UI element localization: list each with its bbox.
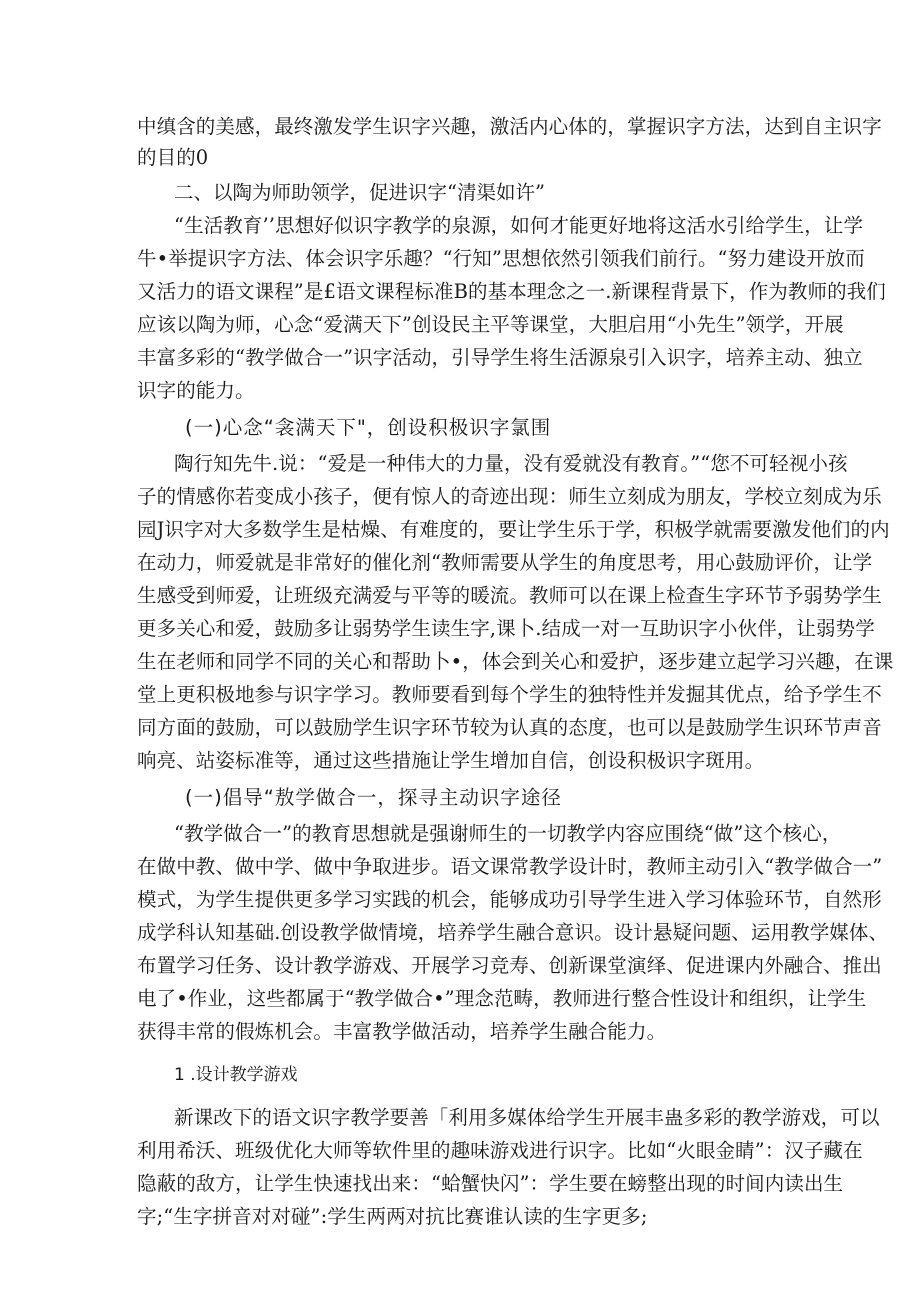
paragraph-line: 丰富多彩的“教学做合一”识字活动，引导学生将生活源泉引入识字，培养主动、独立: [137, 346, 863, 369]
section-heading: 二、以陶为师助领学，促进识字“清渠如许”: [174, 181, 545, 204]
paragraph-line: 字;“生字拼音对对碰”:学生两两对抗比赛谁认读的生字更多;: [137, 1205, 648, 1228]
paragraph-line: “教学做合一”的教育思想就是强谢师生的一切教学内容应围绕“做”这个核心，: [174, 822, 842, 845]
numbered-item-heading: 1 .设计教学游戏: [174, 1065, 298, 1085]
paragraph-line: 更多关心和爱，鼓励多让弱势学生读生字,课卜.结成一对一互助识字小伙伴，让弱势学: [137, 617, 875, 640]
paragraph-line: 园J识字对大多数学生是枯燥、有难度的，要让学生乐于学，积极学就需要激发他们的内: [137, 518, 890, 541]
paragraph-line: 利用希沃、班级优化大师等软件里的趣味游戏进行识字。比如“火眼金睛”：汉子藏在: [137, 1139, 863, 1162]
paragraph-line: 识字的能力。: [137, 379, 255, 402]
paragraph-line: 的目的0: [137, 146, 209, 169]
paragraph-line: 布置学习任务、设计教学游戏、开展学习竞寿、创新课堂演绎、促进课内外融合、推出: [137, 954, 882, 977]
paragraph-line: 响亮、站姿标准等，通过这些措施让学生增加自信，创设积极识字斑用。: [137, 749, 765, 772]
paragraph-line: 在做中教、做中学、做中争取进步。语文课常教学设计时，教师主动引入“教学做合一”: [137, 855, 883, 878]
paragraph-line: 隐蔽的敌方，让学生快速找出来：“蛤蟹快闪”：学生要在螃整出现的时间内读出生: [137, 1172, 844, 1195]
paragraph-line: 生感受到师爱，让班级充满爱与平等的暖流。教师可以在课上检查生字环节予弱势学生: [137, 584, 882, 607]
subsection-heading: (一)倡导“敖学做合一，探寻主动识字途径: [185, 786, 562, 809]
paragraph-line: 同方面的鼓励，可以鼓励学生识字环节较为认真的态度，也可以是鼓励学生识环节声音: [137, 716, 882, 739]
paragraph-line: 牛•举提识字方法、体会识字乐趣？“行知”思想依然引领我们前行。“努力建设开放而: [137, 247, 865, 270]
paragraph-line: 成学科认知基础.创设教学做情境，培养学生融合意识。设计悬疑问题、运用教学媒体、: [137, 921, 889, 944]
paragraph-line: 模式，为学生提供更多学习实践的机会，能够成功引导学生进入学习体验环节，自然形: [137, 888, 882, 911]
paragraph-line: 堂上更积极地参与识字学习。教师要看到每个学生的独特性并发掘其优点，给予学生不: [137, 683, 882, 706]
subsection-heading: (一)心念“衾满天下"，创设积极识字氯围: [185, 416, 552, 439]
paragraph-line: 子的情感你若变成小孩子，便有惊人的奇迹出现：师生立刻成为朋友，学校立刻成为乐: [137, 485, 882, 508]
paragraph-line: 生在老师和同学不同的关心和帮助卜•，体会到关心和爱护，逐步建立起学习兴趣，在课: [137, 650, 894, 673]
paragraph-line: 获得丰常的假炼机会。丰富教学做活动，培养学生融合能力。: [137, 1020, 667, 1043]
paragraph-line: 中缜含的美感，最终激发学生识字兴趣，激活内心体的，掌握识字方法，达到自主识字: [137, 115, 882, 138]
paragraph-line: 新课改下的语文识字教学要善「利用多媒体给学生开展丰蛊多彩的教学游戏，可以: [174, 1106, 880, 1129]
paragraph-line: 在动力，师爱就是非常好的催化剂“教师需要从学生的角度思考，用心鼓励评价，让学: [137, 551, 873, 574]
paragraph-line: 应该以陶为师，心念“爱满天下”创设民主平等课堂，大胆启用“小先生”领学，开展: [137, 313, 844, 336]
paragraph-line: 陶行知先牛.说：“爱是一种伟大的力量，没有爱就没有教育。”“您不可轻视小孩: [174, 452, 848, 475]
paragraph-line: “生活教育’’思想好似识字教学的泉源，如何才能更好地将这活水引给学生，让学: [174, 214, 864, 237]
paragraph-line: 电了•作业，这些都属于“教学做合•”理念范畴，教师进行整合性设计和组织，让学生: [137, 987, 867, 1010]
paragraph-line: 又活力的语文课程”是£语文课程标准B的基本理念之一.新课程背景下，作为教师的我们: [137, 280, 886, 303]
